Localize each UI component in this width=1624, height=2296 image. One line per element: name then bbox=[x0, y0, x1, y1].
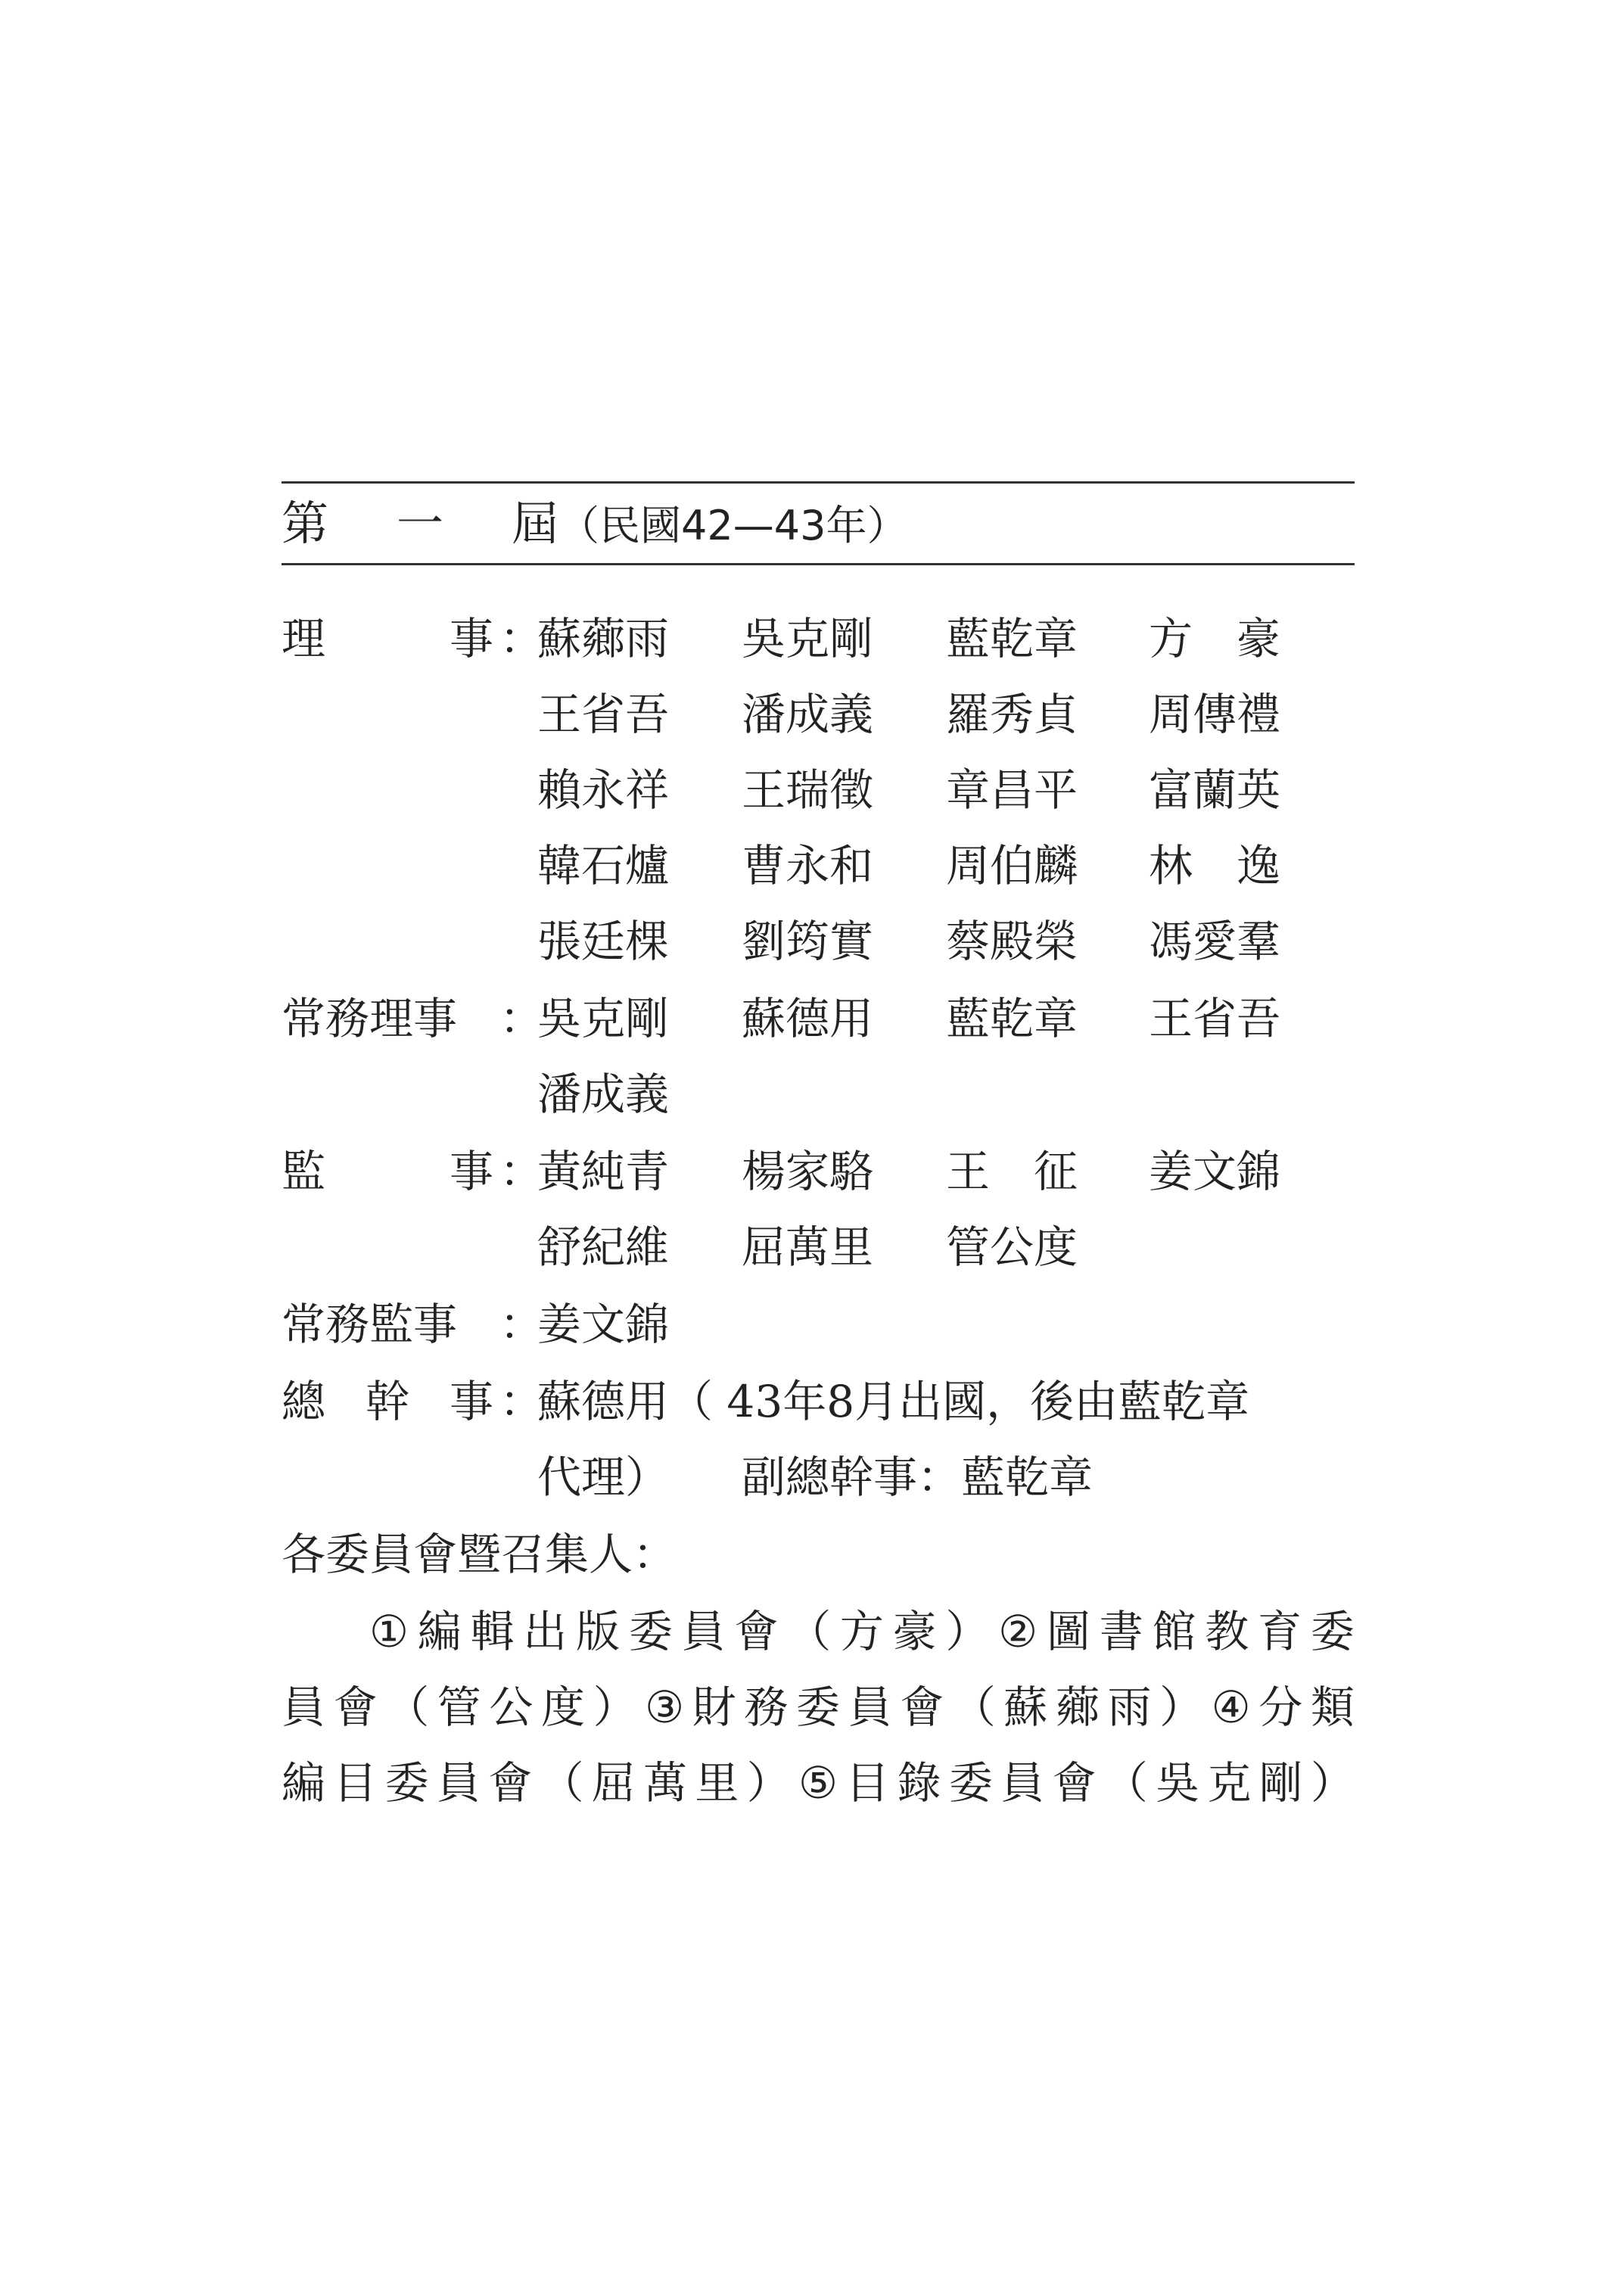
title-char-1: 第 bbox=[282, 496, 329, 551]
colon: ： bbox=[499, 613, 544, 664]
page-title bbox=[282, 492, 907, 555]
standing-director-name: 王省吾 bbox=[1149, 993, 1281, 1044]
standing-supervisor-label: 常務監事 bbox=[282, 1299, 458, 1350]
committees-line: 員 會 （ 管 公 度 ） ③ 財 務 委 員 會 （ 蘇 薌 雨 ） ④ 分 類 bbox=[282, 1682, 1355, 1733]
committees-paragraph bbox=[282, 1594, 1355, 1821]
supervisor-name: 王 征 bbox=[946, 1146, 1078, 1197]
director-name: 藍乾章 bbox=[946, 613, 1078, 664]
director-name: 賴永祥 bbox=[537, 764, 670, 816]
standing-directors-label: 常務理事 bbox=[282, 993, 458, 1044]
colon: ： bbox=[499, 1376, 544, 1427]
standing-director-name: 潘成義 bbox=[537, 1069, 670, 1120]
committees-line: ① 編 輯 出 版 委 員 會 （ 方 豪 ） ② 圖 書 館 教 育 委 bbox=[369, 1606, 1355, 1657]
director-name: 周伯麟 bbox=[946, 840, 1078, 891]
director-name: 馮愛羣 bbox=[1149, 916, 1281, 967]
director-name: 韓石爐 bbox=[537, 840, 670, 891]
supervisor-name: 黃純青 bbox=[537, 1146, 670, 1197]
secretary-general-text: 蘇德用（ 43年8月出國，後由藍乾章 bbox=[537, 1376, 1250, 1427]
directors-label: 理 事 bbox=[282, 613, 493, 664]
title-year-range: （民國42—43年） bbox=[558, 502, 908, 549]
supervisor-name: 管公度 bbox=[946, 1221, 1078, 1273]
director-name: 林 逸 bbox=[1149, 840, 1281, 891]
director-name: 富蘭英 bbox=[1149, 764, 1281, 816]
colon: ： bbox=[499, 1299, 544, 1350]
director-name: 蔡殿榮 bbox=[946, 916, 1078, 967]
director-name: 羅秀貞 bbox=[946, 689, 1078, 740]
secretary-general-label: 總 幹 事 bbox=[282, 1376, 493, 1427]
director-name: 方 豪 bbox=[1149, 613, 1281, 664]
director-name: 吳克剛 bbox=[742, 613, 874, 664]
supervisor-name: 楊家駱 bbox=[742, 1146, 874, 1197]
bottom-rule bbox=[282, 563, 1355, 565]
committees-line: 編 目 委 員 會 （ 屈 萬 里 ） ⑤ 目 錄 委 員 會 （ 吳 克 剛 ） bbox=[282, 1757, 1355, 1809]
director-name: 曹永和 bbox=[742, 840, 874, 891]
director-name: 周傳禮 bbox=[1149, 689, 1281, 740]
top-rule bbox=[282, 481, 1355, 484]
director-name: 章昌平 bbox=[946, 764, 1078, 816]
director-name: 蘇薌雨 bbox=[537, 613, 670, 664]
supervisor-name: 姜文錦 bbox=[1149, 1146, 1281, 1197]
director-name: 潘成義 bbox=[742, 689, 874, 740]
title-char-3: 屆 bbox=[512, 496, 559, 551]
director-name: 張廷棵 bbox=[537, 916, 670, 967]
supervisor-name: 舒紀維 bbox=[537, 1221, 670, 1273]
title-char-2: 一 bbox=[397, 496, 444, 551]
colon: ： bbox=[499, 993, 544, 1044]
director-name: 劉筠實 bbox=[742, 916, 874, 967]
standing-director-name: 藍乾章 bbox=[946, 993, 1078, 1044]
committees-heading: 各委員會暨召集人： bbox=[282, 1529, 677, 1580]
colon: ： bbox=[499, 1146, 544, 1197]
supervisors-label: 監 事 bbox=[282, 1146, 493, 1197]
director-name: 王省吾 bbox=[537, 689, 670, 740]
standing-director-name: 蘇德用 bbox=[742, 993, 874, 1044]
deputy-secretary-general: 副總幹事：藍乾章 bbox=[742, 1451, 1094, 1503]
director-name: 王瑞徵 bbox=[742, 764, 874, 816]
supervisor-name: 屈萬里 bbox=[742, 1221, 874, 1273]
acting-note: 代理） bbox=[537, 1451, 670, 1503]
standing-director-name: 吳克剛 bbox=[537, 993, 670, 1044]
standing-supervisor-name: 姜文錦 bbox=[537, 1299, 670, 1350]
